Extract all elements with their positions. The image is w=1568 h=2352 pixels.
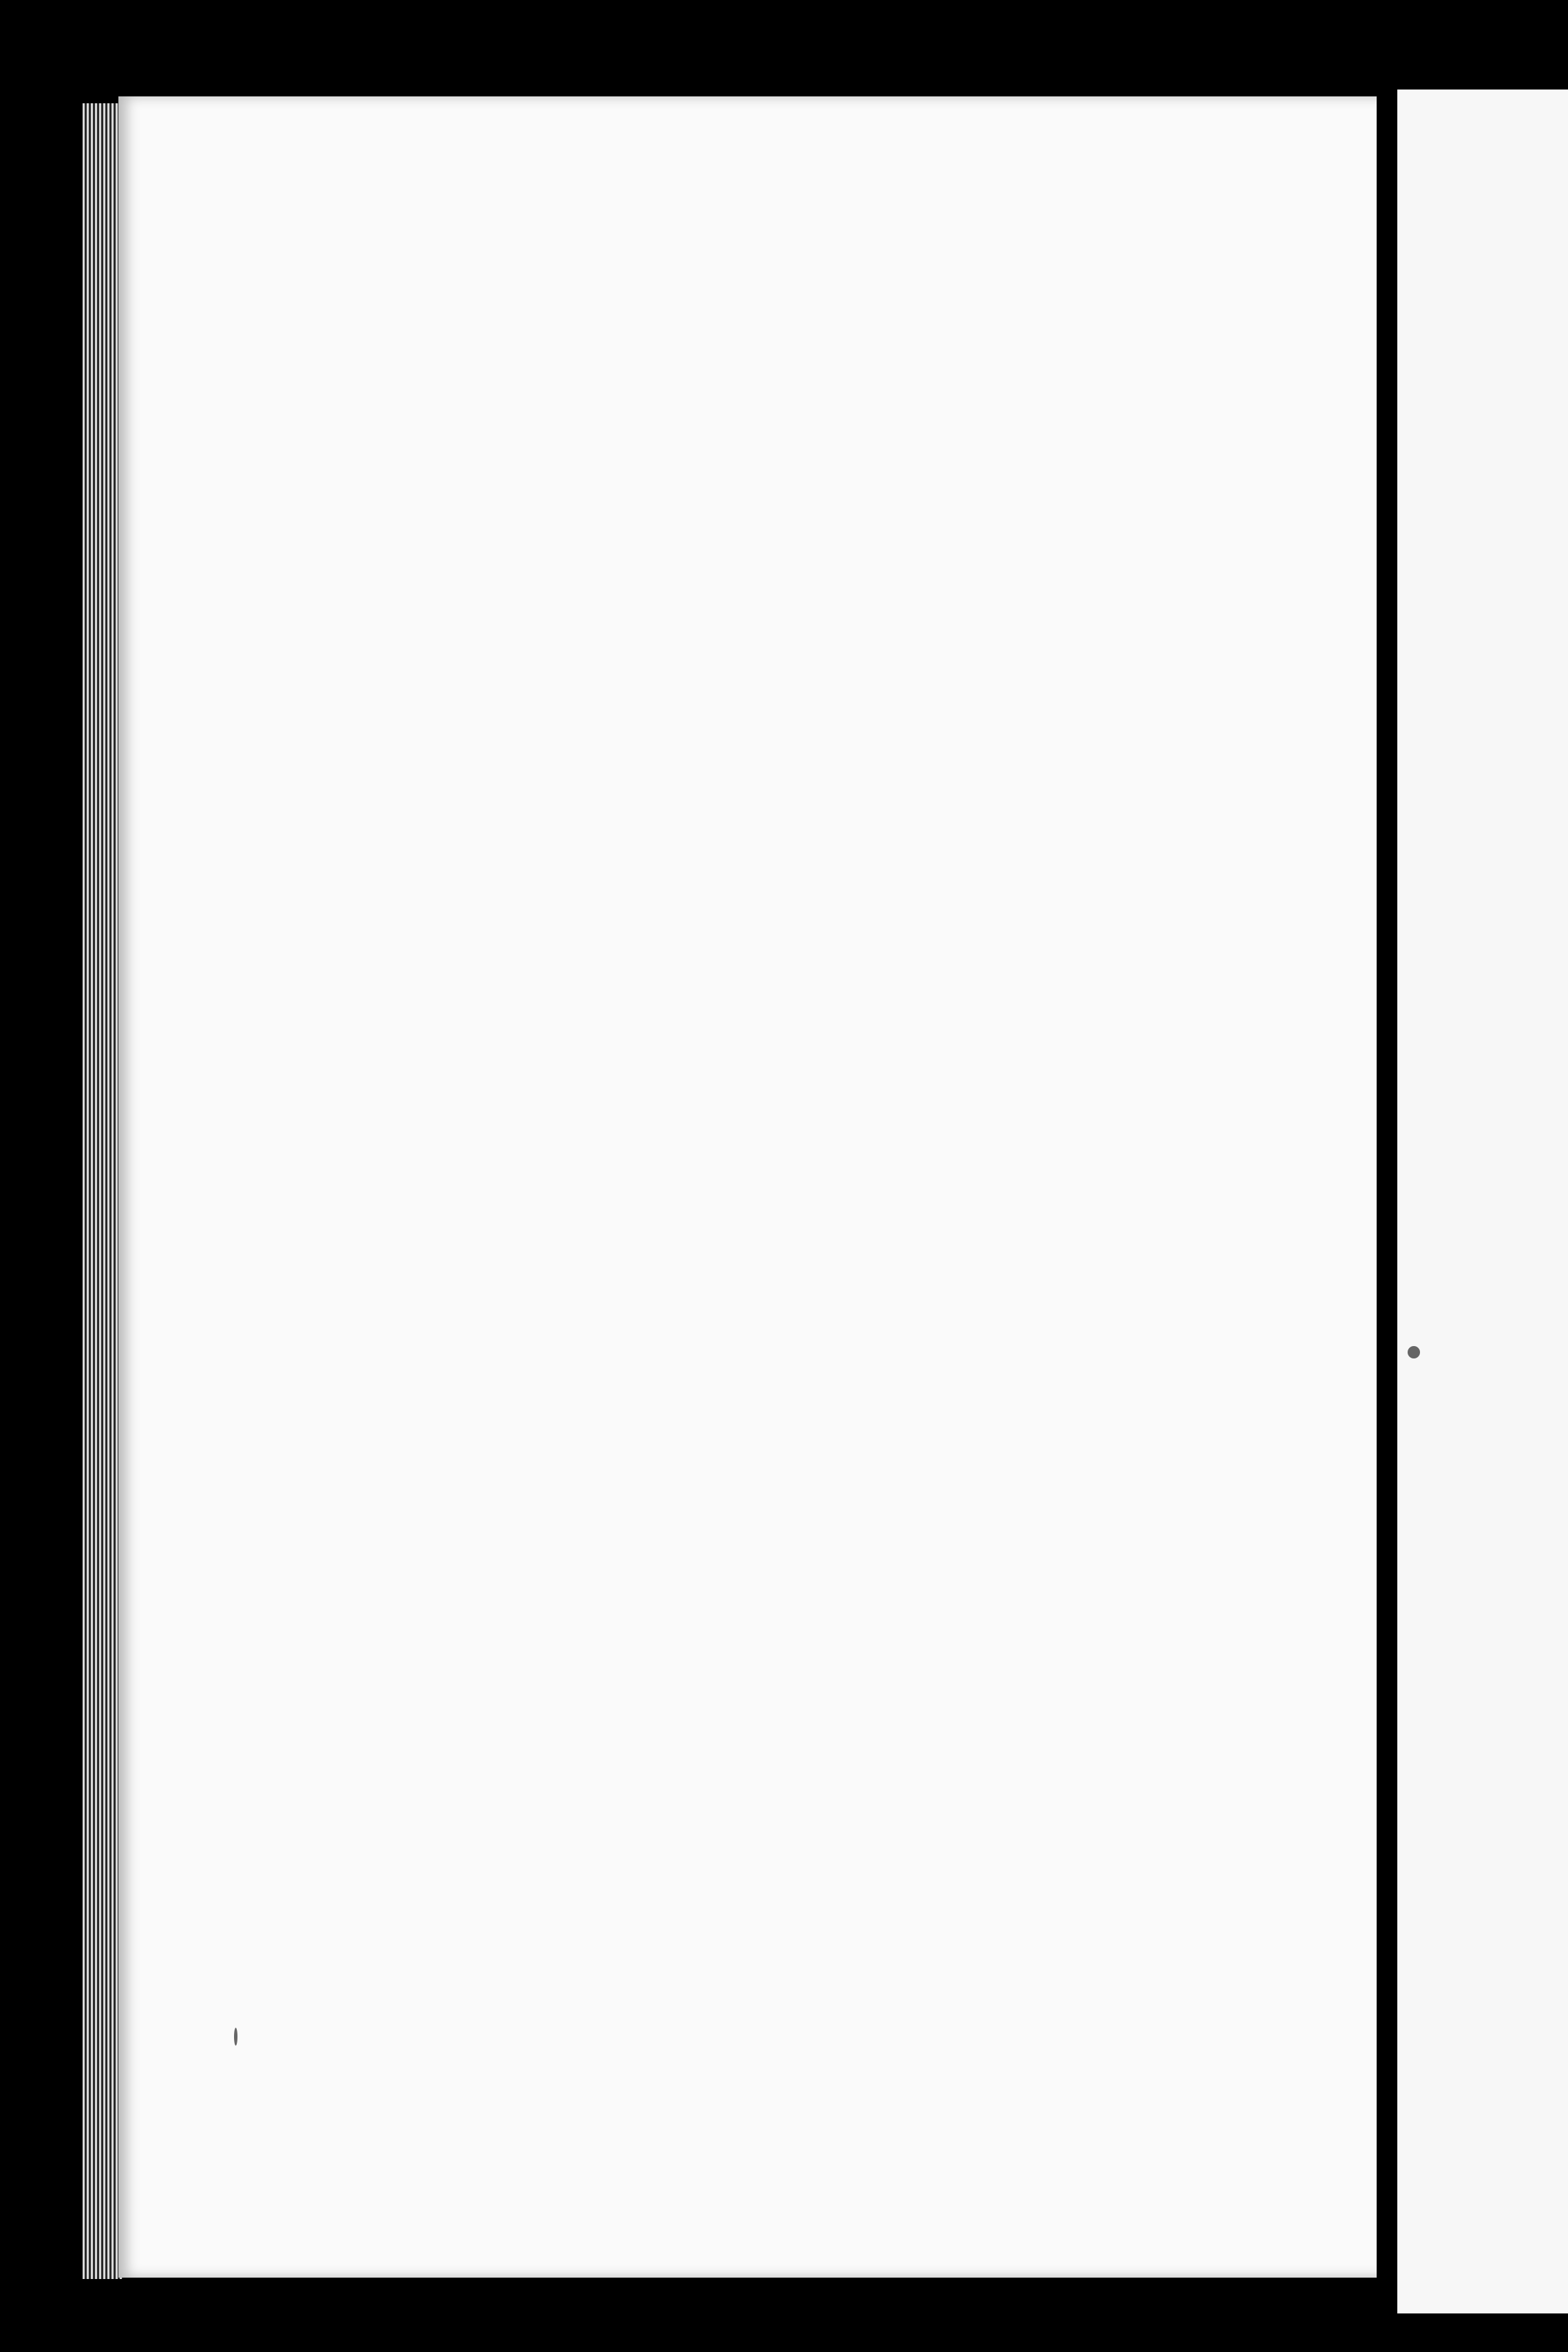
scan-speck [234, 2028, 237, 2046]
right-page-fragment [1397, 90, 1568, 2313]
scan-speck [1408, 1346, 1420, 1358]
page-edge-stack [83, 103, 123, 2279]
left-page [118, 96, 1419, 2278]
section-heading [331, 299, 1349, 329]
